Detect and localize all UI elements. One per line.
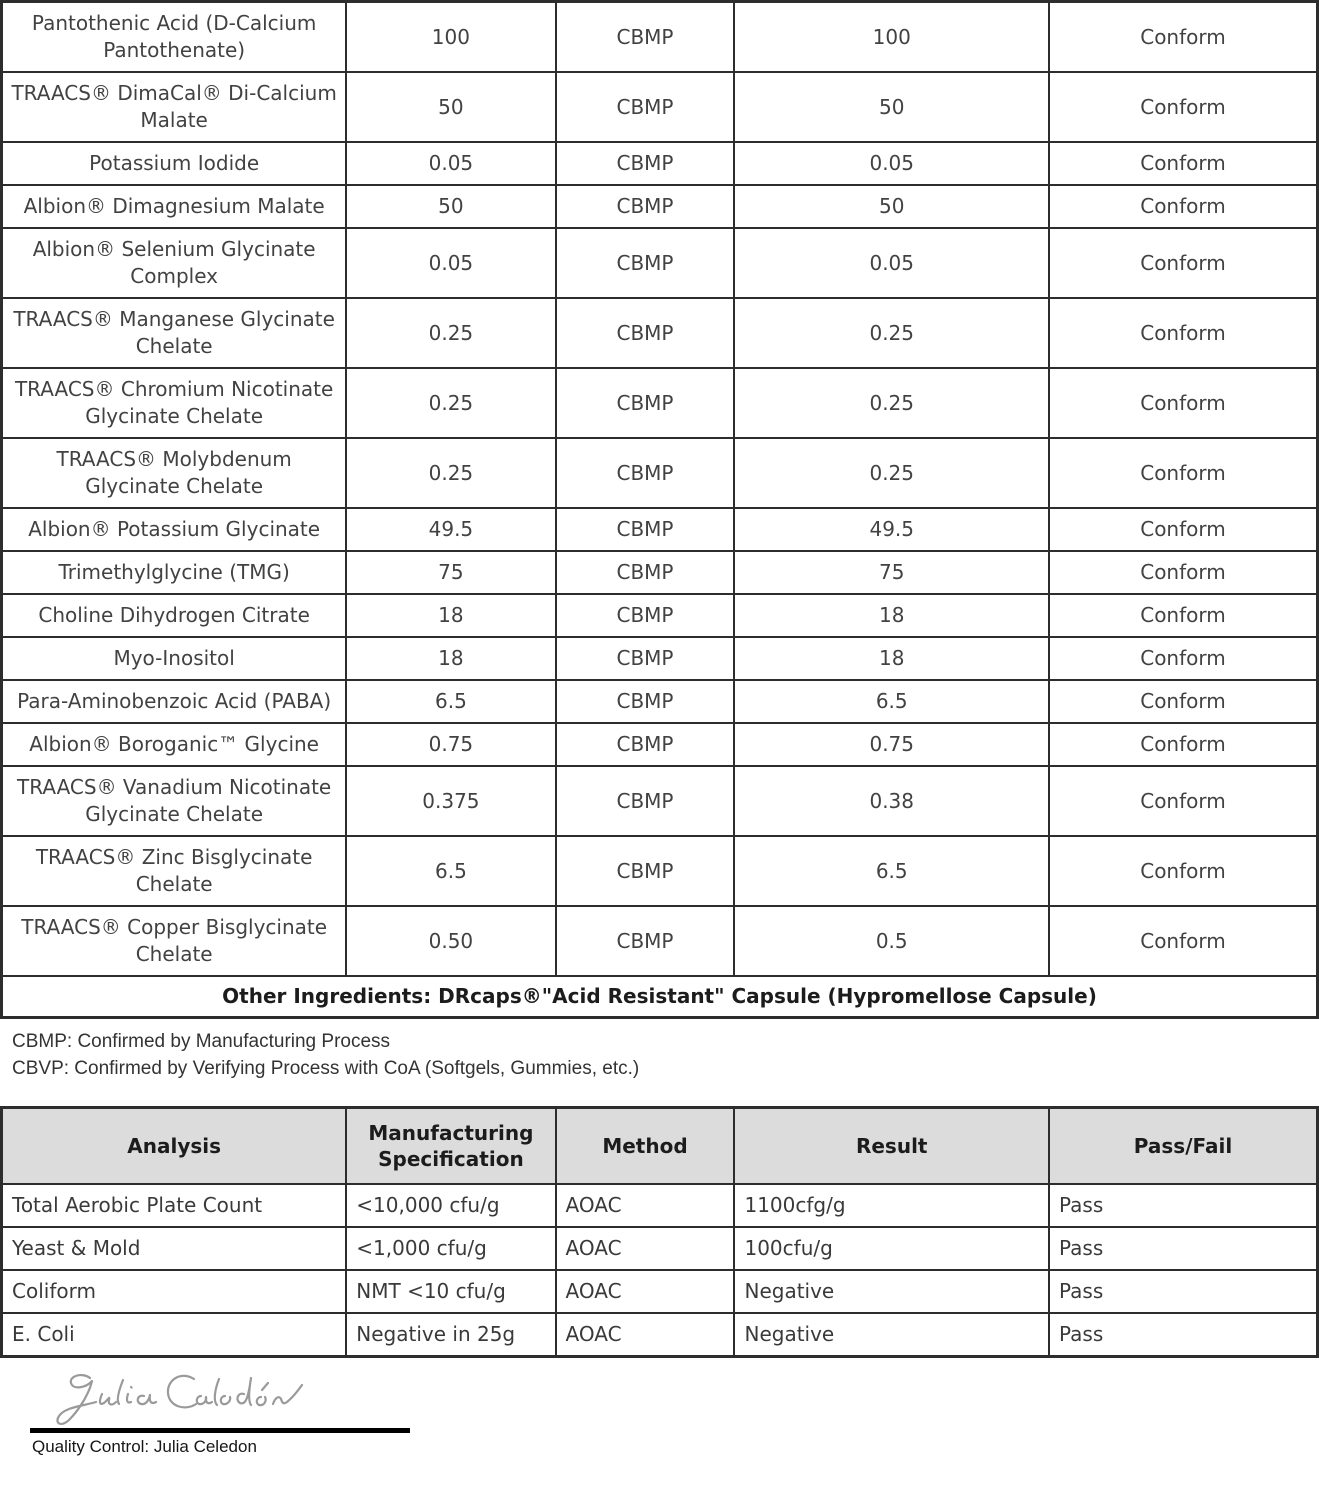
other-ingredients-row — [2, 976, 1318, 1018]
table-row — [2, 723, 1318, 766]
table-cell: <10,000 cfu/g — [346, 1184, 555, 1227]
table-cell: 49.5 — [734, 508, 1049, 551]
table-cell: 50 — [734, 185, 1049, 228]
table-cell: Conform — [1049, 438, 1318, 508]
table-row — [2, 551, 1318, 594]
table-cell: Total Aerobic Plate Count — [2, 1184, 347, 1227]
table-cell: Conform — [1049, 72, 1318, 142]
table-cell: Conform — [1049, 228, 1318, 298]
table-cell: 49.5 — [346, 508, 555, 551]
analysis-column-header: Analysis — [2, 1108, 347, 1185]
table-cell: Pantothenic Acid (D-Calcium Pantothenate) — [2, 2, 347, 73]
table-cell: TRAACS® DimaCal® Di-Calcium Malate — [2, 72, 347, 142]
table-row — [2, 836, 1318, 906]
table-cell: CBMP — [556, 594, 735, 637]
table-cell: TRAACS® Manganese Glycinate Chelate — [2, 298, 347, 368]
table-cell: CBMP — [556, 551, 735, 594]
table-cell: CBMP — [556, 637, 735, 680]
table-cell: 0.75 — [346, 723, 555, 766]
table-cell: Myo-Inositol — [2, 637, 347, 680]
table-cell: TRAACS® Copper Bisglycinate Chelate — [2, 906, 347, 976]
table-cell: Negative — [734, 1270, 1049, 1313]
table-cell: CBMP — [556, 298, 735, 368]
table-cell: 100 — [346, 2, 555, 73]
table-cell: Pass — [1049, 1184, 1318, 1227]
table-cell: TRAACS® Vanadium Nicotinate Glycinate Chelate — [2, 766, 347, 836]
table-cell: TRAACS® Chromium Nicotinate Glycinate Chelate — [2, 368, 347, 438]
table-cell: 18 — [734, 594, 1049, 637]
signature-block — [30, 1368, 430, 1457]
table-row — [2, 228, 1318, 298]
table-cell: CBMP — [556, 185, 735, 228]
table-cell: Conform — [1049, 2, 1318, 73]
table-cell: CBMP — [556, 906, 735, 976]
table-cell: 100 — [734, 2, 1049, 73]
table-cell: TRAACS® Zinc Bisglycinate Chelate — [2, 836, 347, 906]
table-cell: 0.25 — [346, 298, 555, 368]
table-row — [2, 368, 1318, 438]
table-cell: 0.05 — [346, 228, 555, 298]
table-cell: 75 — [346, 551, 555, 594]
table-cell: Conform — [1049, 723, 1318, 766]
table-cell: <1,000 cfu/g — [346, 1227, 555, 1270]
table-row — [2, 637, 1318, 680]
table-cell: Conform — [1049, 637, 1318, 680]
table-cell: 0.25 — [734, 298, 1049, 368]
table-cell: AOAC — [556, 1313, 735, 1357]
table-cell: 1100cfg/g — [734, 1184, 1049, 1227]
table-row — [2, 1227, 1318, 1270]
pass-fail-column-header: Pass/Fail — [1049, 1108, 1318, 1185]
table-cell: Conform — [1049, 766, 1318, 836]
table-cell: AOAC — [556, 1270, 735, 1313]
table-row — [2, 1270, 1318, 1313]
table-cell: Conform — [1049, 508, 1318, 551]
table-cell: AOAC — [556, 1227, 735, 1270]
table-cell: Negative in 25g — [346, 1313, 555, 1357]
table-cell: CBMP — [556, 142, 735, 185]
table-cell: Conform — [1049, 551, 1318, 594]
other-ingredients-text: Other Ingredients: DRcaps®"Acid Resistant" Capsule (Hypromellose Capsule) — [2, 976, 1318, 1018]
table-cell: Conform — [1049, 298, 1318, 368]
table-cell: Negative — [734, 1313, 1049, 1357]
table-cell: NMT <10 cfu/g — [346, 1270, 555, 1313]
table-cell: 50 — [346, 185, 555, 228]
microbial-analysis-table — [0, 1106, 1319, 1358]
table-row — [2, 766, 1318, 836]
table-cell: AOAC — [556, 1184, 735, 1227]
table-cell: 0.375 — [346, 766, 555, 836]
table-row — [2, 594, 1318, 637]
table-cell: Albion® Dimagnesium Malate — [2, 185, 347, 228]
table-cell: CBMP — [556, 680, 735, 723]
table-cell: 18 — [346, 637, 555, 680]
table-row — [2, 680, 1318, 723]
table-cell: 6.5 — [734, 680, 1049, 723]
table-cell: Potassium Iodide — [2, 142, 347, 185]
table-cell: E. Coli — [2, 1313, 347, 1357]
table-cell: 0.5 — [734, 906, 1049, 976]
ingredient-spec-table-body — [2, 2, 1318, 977]
table-cell: Pass — [1049, 1227, 1318, 1270]
table-cell: 0.38 — [734, 766, 1049, 836]
table-cell: Conform — [1049, 836, 1318, 906]
table-cell: CBMP — [556, 228, 735, 298]
table-cell: 0.05 — [734, 228, 1049, 298]
table-cell: 0.05 — [734, 142, 1049, 185]
table-cell: 100cfu/g — [734, 1227, 1049, 1270]
table-cell: Choline Dihydrogen Citrate — [2, 594, 347, 637]
note-cbmp: CBMP: Confirmed by Manufacturing Process — [12, 1031, 391, 1052]
table-cell: CBMP — [556, 723, 735, 766]
table-cell: 75 — [734, 551, 1049, 594]
table-cell: Pass — [1049, 1270, 1318, 1313]
table-cell: 6.5 — [346, 836, 555, 906]
signature-image — [44, 1368, 374, 1432]
table-cell: Conform — [1049, 368, 1318, 438]
legend-notes — [12, 1028, 1319, 1082]
table-cell: Albion® Boroganic™ Glycine — [2, 723, 347, 766]
table-cell: Pass — [1049, 1313, 1318, 1357]
table-cell: CBMP — [556, 836, 735, 906]
table-row — [2, 72, 1318, 142]
table-row — [2, 142, 1318, 185]
quality-control-label: Quality Control: Julia Celedon — [32, 1437, 257, 1456]
table-cell: Coliform — [2, 1270, 347, 1313]
note-cbvp: CBVP: Confirmed by Verifying Process with CoA (Softgels, Gummies, etc.) — [12, 1058, 640, 1079]
table-cell: Trimethylglycine (TMG) — [2, 551, 347, 594]
table-cell: CBMP — [556, 368, 735, 438]
table-row — [2, 438, 1318, 508]
table-cell: Para-Aminobenzoic Acid (PABA) — [2, 680, 347, 723]
method-column-header: Method — [556, 1108, 735, 1185]
table-cell: TRAACS® Molybdenum Glycinate Chelate — [2, 438, 347, 508]
table-cell: 0.25 — [346, 438, 555, 508]
table-cell: Albion® Potassium Glycinate — [2, 508, 347, 551]
table-cell: CBMP — [556, 766, 735, 836]
table-cell: Conform — [1049, 142, 1318, 185]
table-cell: Conform — [1049, 906, 1318, 976]
table-cell: 0.25 — [734, 438, 1049, 508]
table-cell: Conform — [1049, 680, 1318, 723]
table-cell: 0.25 — [734, 368, 1049, 438]
table-cell: 18 — [734, 637, 1049, 680]
table-row — [2, 298, 1318, 368]
table-row — [2, 1313, 1318, 1357]
table-cell: Yeast & Mold — [2, 1227, 347, 1270]
table-cell: 0.25 — [346, 368, 555, 438]
table-cell: 6.5 — [734, 836, 1049, 906]
table-cell: 50 — [346, 72, 555, 142]
table-cell: 50 — [734, 72, 1049, 142]
table-row — [2, 906, 1318, 976]
manufacturing-spec-column-header: Manufacturing Specification — [346, 1108, 555, 1185]
table-cell: Conform — [1049, 185, 1318, 228]
result-column-header: Result — [734, 1108, 1049, 1185]
table-cell: CBMP — [556, 438, 735, 508]
table-row — [2, 185, 1318, 228]
table-cell: 0.50 — [346, 906, 555, 976]
table-cell: CBMP — [556, 72, 735, 142]
microbial-analysis-table-body — [2, 1184, 1318, 1357]
table-cell: 18 — [346, 594, 555, 637]
table-cell: CBMP — [556, 2, 735, 73]
analysis-header-row — [2, 1108, 1318, 1185]
table-cell: 0.05 — [346, 142, 555, 185]
table-cell: CBMP — [556, 508, 735, 551]
table-row — [2, 508, 1318, 551]
table-row — [2, 1184, 1318, 1227]
table-cell: 0.75 — [734, 723, 1049, 766]
table-cell: Albion® Selenium Glycinate Complex — [2, 228, 347, 298]
table-cell: 6.5 — [346, 680, 555, 723]
table-cell: Conform — [1049, 594, 1318, 637]
table-row — [2, 2, 1318, 73]
